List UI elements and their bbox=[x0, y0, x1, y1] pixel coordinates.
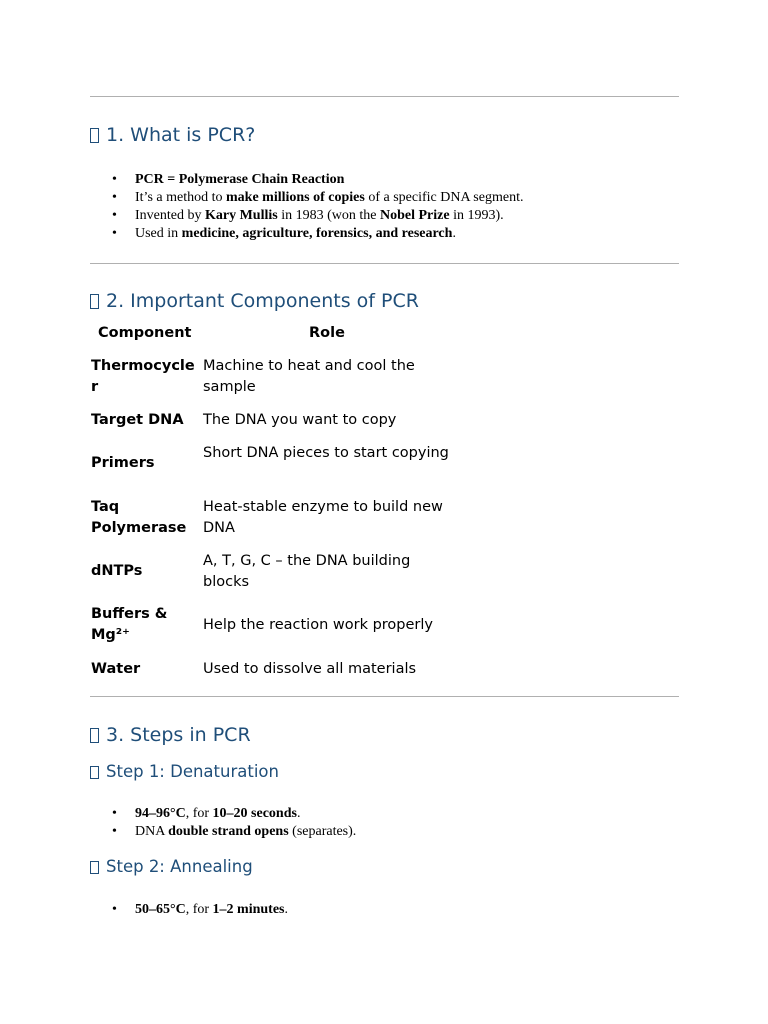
component-cell: Water bbox=[91, 661, 141, 677]
divider bbox=[90, 96, 679, 97]
text-run: , for bbox=[185, 902, 213, 917]
list-item bbox=[90, 901, 288, 919]
list-item bbox=[90, 189, 523, 207]
bold-text: 10–20 seconds bbox=[212, 806, 297, 821]
text-run: . bbox=[452, 226, 456, 241]
divider bbox=[90, 263, 679, 264]
divider bbox=[90, 696, 679, 697]
missing-glyph-icon bbox=[90, 728, 99, 743]
section-1-heading: 1. What is PCR? bbox=[90, 126, 255, 145]
missing-glyph-icon bbox=[90, 766, 99, 779]
text-run: . bbox=[284, 902, 288, 917]
step-2-heading: Step 2: Annealing bbox=[90, 859, 253, 876]
bold-text: Nobel Prize bbox=[379, 208, 450, 223]
text-run: . bbox=[296, 806, 301, 821]
step-1-heading: Step 1: Denaturation bbox=[90, 764, 279, 781]
bold-text: medicine, agriculture, forensics, and research bbox=[181, 226, 453, 241]
bold-text: Kary Mullis bbox=[204, 208, 278, 223]
section-2-heading: 2. Important Components of PCR bbox=[90, 292, 419, 311]
list-item bbox=[90, 207, 523, 225]
component-cell: Thermocycler bbox=[91, 358, 195, 395]
step-1-list bbox=[90, 805, 356, 841]
component-cell: Primers bbox=[91, 455, 155, 471]
missing-glyph-icon bbox=[90, 128, 99, 143]
component-cell: Buffers & Mg²⁺ bbox=[91, 606, 168, 643]
role-cell: Heat-stable enzyme to build new DNA bbox=[203, 499, 443, 536]
section-3-heading: 3. Steps in PCR bbox=[90, 726, 251, 745]
component-cell: Target DNA bbox=[91, 412, 184, 428]
text-run: It’s a method to bbox=[135, 190, 226, 205]
text-run: of a specific DNA segment. bbox=[364, 190, 524, 205]
list-item bbox=[90, 805, 356, 823]
role-cell: A, T, G, C – the DNA building blocks bbox=[203, 553, 411, 590]
section-1-list bbox=[90, 171, 523, 243]
list-item bbox=[90, 823, 356, 841]
column-header-role: Role bbox=[309, 325, 345, 341]
role-cell: Short DNA pieces to start copying bbox=[203, 445, 449, 461]
missing-glyph-icon bbox=[90, 294, 99, 309]
bold-text: 50–65°C bbox=[135, 902, 186, 917]
list-item bbox=[90, 225, 523, 243]
text-run: DNA bbox=[135, 824, 169, 839]
bold-text: PCR = Polymerase Chain Reaction bbox=[135, 172, 345, 187]
role-cell: Used to dissolve all materials bbox=[203, 661, 417, 677]
component-cell: dNTPs bbox=[91, 563, 143, 579]
bold-text: double strand opens bbox=[168, 824, 289, 839]
bold-text: 94–96°C bbox=[135, 806, 186, 821]
role-cell: The DNA you want to copy bbox=[203, 412, 397, 428]
role-cell: Machine to heat and cool the sample bbox=[203, 358, 415, 395]
text-run: in 1983 (won the bbox=[277, 208, 380, 223]
text-run: Used in bbox=[135, 226, 182, 241]
bold-text: 1–2 minutes bbox=[212, 902, 285, 917]
text-run: (separates). bbox=[288, 824, 357, 839]
missing-glyph-icon bbox=[90, 861, 99, 874]
component-cell: Taq Polymerase bbox=[91, 499, 187, 536]
text-run: , for bbox=[185, 806, 213, 821]
list-item bbox=[90, 171, 523, 189]
column-header-component: Component bbox=[98, 325, 192, 341]
step-2-list bbox=[90, 901, 288, 919]
bold-text: make millions of copies bbox=[226, 190, 365, 205]
role-cell: Help the reaction work properly bbox=[203, 617, 433, 633]
text-run: Invented by bbox=[135, 208, 205, 223]
text-run: in 1993). bbox=[449, 208, 504, 223]
